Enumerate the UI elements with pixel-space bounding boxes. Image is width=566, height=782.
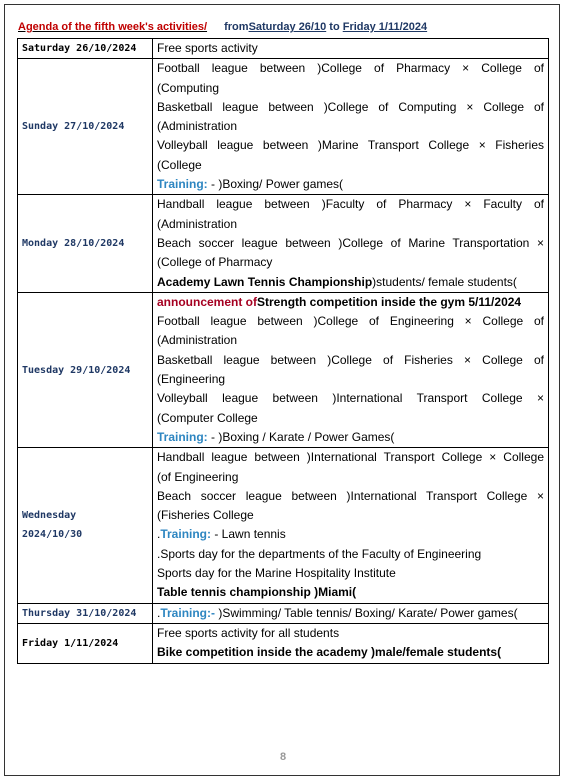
activity-line: Volleyball league between )Marine Transport College × Fisheries: [157, 138, 544, 153]
training-line: .Training: - Lawn tennis: [157, 527, 286, 542]
activity-line: Free sports activity: [157, 41, 258, 55]
activities-cell: [153, 292, 549, 447]
activity-line: (Engineering: [157, 372, 226, 387]
activity-line: (Administration: [157, 333, 238, 348]
activity-line: (Fisheries College: [157, 508, 254, 523]
day-cell: Tuesday 29/10/2024: [18, 292, 153, 447]
activity-line: Handball league between )Faculty of Pharmacy × Faculty of: [157, 197, 544, 212]
date-range: fromSaturday 26/10 to Friday 1/11/2024: [224, 21, 428, 33]
activity-line: .Sports day for the departments of the Faculty of Engineering: [157, 546, 482, 561]
day-cell: Wednesday 2024/10/30: [18, 448, 153, 603]
training-line: Training: - )Boxing / Karate / Power Games(: [157, 429, 395, 444]
activities-cell: [153, 195, 549, 292]
activity-line: Basketball league between )College of Fisheries × College of: [157, 352, 544, 367]
agenda-heading: [18, 21, 548, 37]
day-cell: Thursday 31/10/2024: [18, 603, 153, 623]
training-line: .Training:- )Swimming/ Table tennis/ Boxing/ Karate/ Power games(: [157, 605, 518, 620]
activity-line: Beach soccer league between )International Transport College ×: [157, 488, 544, 503]
day-cell: Sunday 27/10/2024: [18, 59, 153, 195]
activities-cell: [153, 39, 549, 59]
agenda-title: Agenda of the fifth week's activities/: [18, 21, 208, 33]
championship-line: Table tennis championship )Miami(: [157, 585, 357, 600]
table-row: [18, 39, 549, 59]
table-row: [18, 603, 549, 623]
activity-line: (Administration: [157, 216, 238, 231]
activities-cell: [153, 623, 549, 663]
competition-line: Bike competition inside the academy )male/female students(: [157, 645, 502, 660]
page-number: 8: [279, 751, 287, 763]
activity-line: (Computing: [157, 80, 220, 95]
activity-line: Handball league between )International Transport College × College: [157, 450, 544, 465]
activity-line: Beach soccer league between )College of Marine Transportation ×: [157, 235, 544, 250]
activity-line: (College: [157, 157, 202, 172]
activity-line: (Administration: [157, 119, 238, 134]
activity-line: (of Engineering: [157, 469, 239, 484]
activities-cell: [153, 603, 549, 623]
table-row: [18, 59, 549, 195]
activities-cell: [153, 448, 549, 603]
day-cell: Saturday 26/10/2024: [18, 39, 153, 59]
activities-cell: [153, 59, 549, 195]
activity-line: Football league between )College of Pharmacy × College of: [157, 61, 544, 76]
activity-line: (College of Pharmacy: [157, 255, 273, 270]
activity-line: Basketball league between )College of Computing × College of: [157, 99, 544, 114]
day-cell: Monday 28/10/2024: [18, 195, 153, 292]
activity-line: Football league between )College of Engineering × College of: [157, 314, 544, 329]
agenda-table: [17, 38, 549, 664]
training-line: Training: - )Boxing/ Power games(: [157, 177, 344, 192]
activity-line: Sports day for the Marine Hospitality Institute: [157, 566, 396, 581]
table-row: [18, 292, 549, 447]
day-cell: Friday 1/11/2024: [18, 623, 153, 663]
activity-line: (Computer College: [157, 410, 258, 425]
championship-line: Academy Lawn Tennis Championship)students/ female students(: [157, 274, 517, 289]
table-row: [18, 195, 549, 292]
table-row: [18, 448, 549, 603]
activity-line: Volleyball league between )International Transport College ×: [157, 391, 544, 406]
announcement-line: announcement ofStrength competition inside the gym 5/11/2024: [157, 294, 522, 309]
table-row: [18, 623, 549, 663]
activity-line: Free sports activity for all students: [157, 625, 340, 640]
